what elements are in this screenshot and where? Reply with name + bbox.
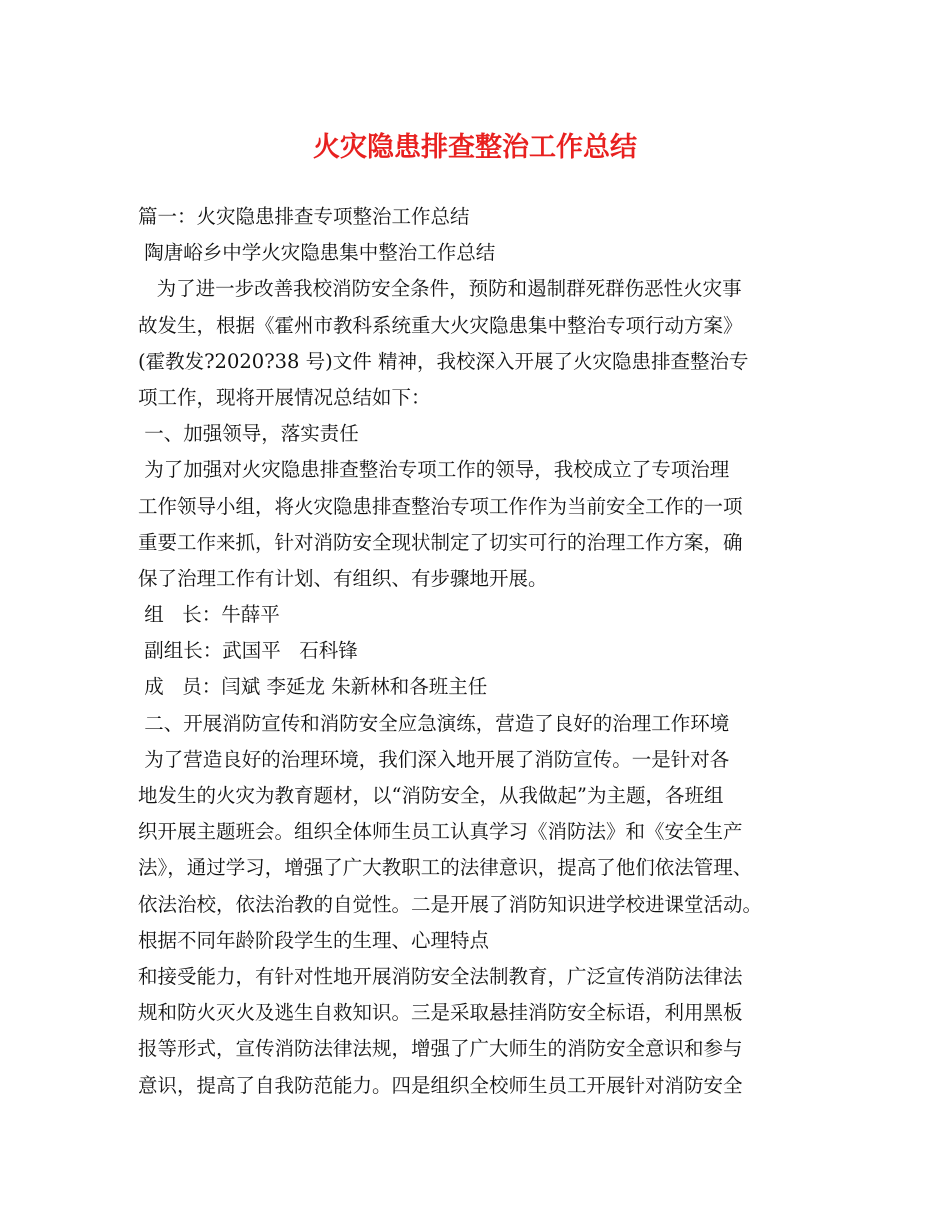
text-line: 陶唐峪乡中学火灾隐患集中整治工作总结 — [138, 241, 496, 265]
text-line: 为了进一步改善我校消防安全条件，预防和遏制群死群伤恶性火灾事 — [138, 277, 742, 301]
document-title: 火灾隐患排查整治工作总结 — [313, 132, 637, 163]
text-line: 保了治理工作有计划、有组织、有步骤地开展。 — [138, 566, 548, 590]
text-line: 重要工作来抓，针对消防安全现状制定了切实可行的治理工作方案，确 — [138, 530, 743, 554]
member-line: 组 长：牛薛平 — [138, 603, 280, 627]
text-line: 地发生的火灾为教育题材，以“消防安全，从我做起”为主题，各班组 — [138, 784, 724, 807]
member-line: 成 员：闫斌 李延龙 朱新林和各班主任 — [138, 675, 488, 699]
text-line: 为了营造良好的治理环境，我们深入地开展了消防宣传。一是针对各 — [138, 747, 730, 771]
section-heading: 二、开展消防宣传和消防安全应急演练，营造了良好的治理工作环境 — [138, 711, 730, 735]
text-line: 为了加强对火灾隐患排查整治专项工作的领导，我校成立了专项治理 — [138, 458, 730, 482]
document-body — [138, 199, 830, 1104]
text-line: 规和防火灭火及逃生自救知识。三是采取悬挂消防安全标语，利用黑板 — [138, 1001, 743, 1025]
text-line: 依法治校，依法治教的自觉性。二是开展了消防知识进学校进课堂活动。 — [138, 892, 763, 916]
member-line: 副组长：武国平 石科锋 — [138, 639, 358, 663]
text-line: 篇一：火灾隐患排查专项整治工作总结 — [138, 205, 470, 228]
text-line: 项工作，现将开展情况总结如下： — [138, 385, 431, 409]
text-line: 法》，通过学习，增强了广大教职工的法律意识，提高了他们依法管理、 — [138, 856, 753, 880]
text-line: 工作领导小组，将火灾隐患排查整治专项工作作为当前安全工作的一项 — [138, 494, 743, 518]
text-line: 意识，提高了自我防范能力。四是组织全校师生员工开展针对消防安全 — [138, 1073, 743, 1097]
text-line: 和接受能力，有针对性地开展消防安全法制教育，广泛宣传消防法律法 — [138, 964, 743, 988]
text-line: 报等形式，宣传消防法律法规，增强了广大师生的消防安全意识和参与 — [138, 1037, 743, 1061]
text-line: 根据不同年龄阶段学生的生理、心理特点 — [138, 928, 490, 952]
section-heading: 一、加强领导，落实责任 — [138, 422, 359, 446]
text-line: (霍教发?2020?38 号)文件 精神，我校深入开展了火灾隐患排查整治专 — [138, 349, 749, 373]
text-line: 织开展主题班会。组织全体师生员工认真学习《消防法》和《安全生产 — [138, 820, 743, 844]
text-line: 故发生，根据《霍州市教科系统重大火灾隐患集中整治专项行动方案》 — [138, 313, 743, 337]
